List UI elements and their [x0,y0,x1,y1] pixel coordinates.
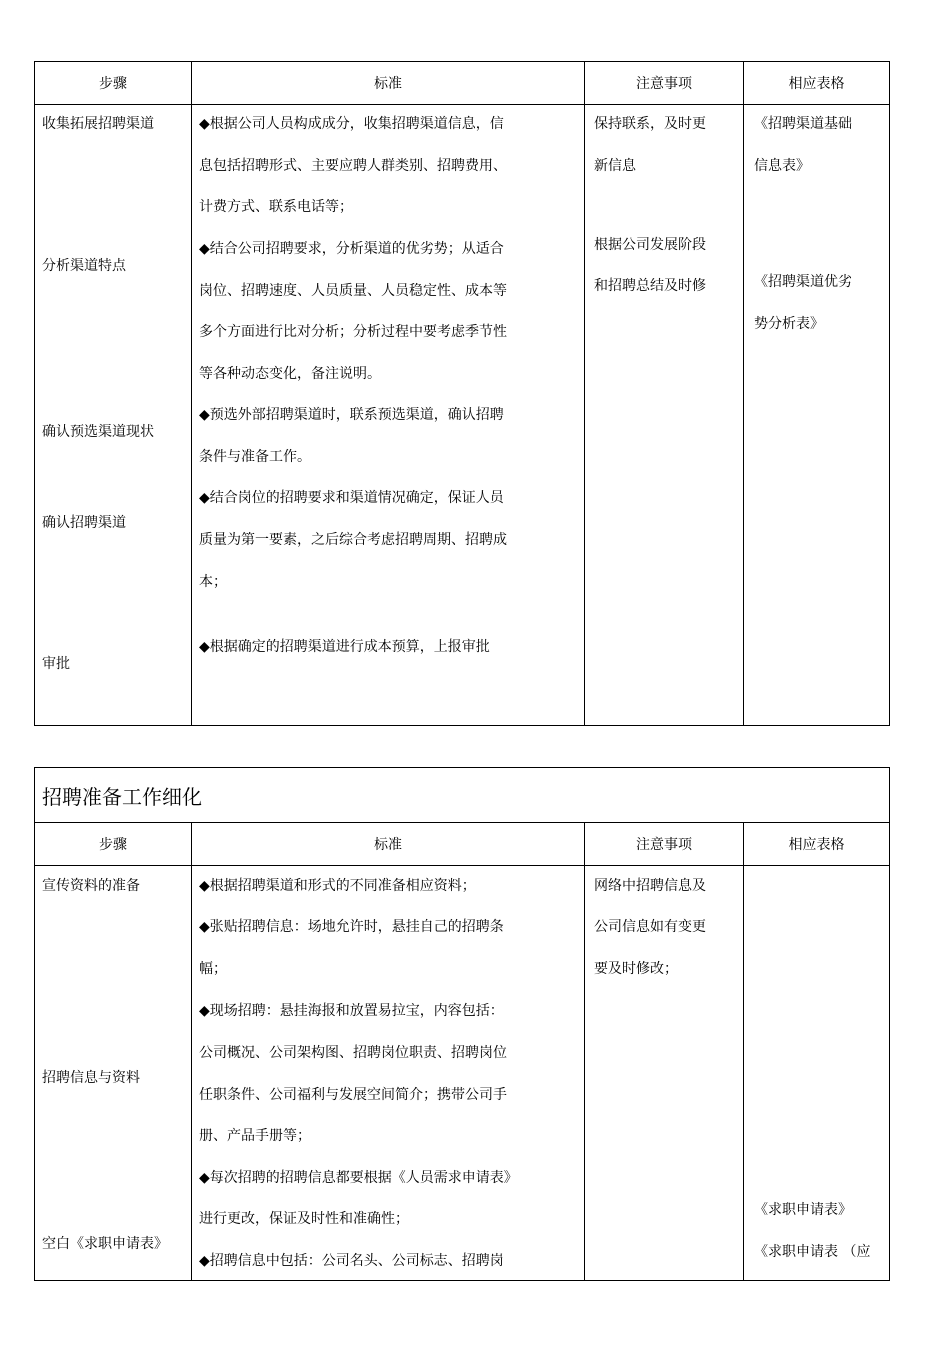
step-item: 收集拓展招聘渠道 [42,116,154,132]
note-line: 保持联系，及时更 [594,116,706,132]
criteria-cell [192,105,585,726]
note-line: 网络中招聘信息及 [594,878,706,894]
header-forms: 相应表格 [744,62,890,105]
criteria-line: 幅； [199,961,227,977]
notes-cell [585,105,744,726]
criteria-line: 计费方式、联系电话等； [199,199,353,215]
criteria-line: 本； [199,574,227,590]
form-line: 势分析表》 [754,316,824,332]
header-notes: 注意事项 [585,62,744,105]
step-item: 确认招聘渠道 [42,515,126,531]
step-item: 审批 [42,656,70,672]
criteria-line: 条件与准备工作。 [199,449,311,465]
criteria-line: 质量为第一要素，之后综合考虑招聘周期、招聘成 [199,532,507,548]
note-line: 和招聘总结及时修 [594,278,706,294]
form-line: 《求职申请表》 [754,1202,852,1218]
steps-cell [35,866,192,1281]
note-line: 要及时修改； [594,961,678,977]
criteria-line: 岗位、招聘速度、人员质量、人员稳定性、成本等 [199,283,507,299]
header-notes: 注意事项 [585,823,744,866]
notes-cell [585,866,744,1281]
criteria-cell [192,866,585,1281]
step-item: 招聘信息与资料 [42,1070,140,1086]
table-title-row [35,768,890,823]
criteria-line: ◆张贴招聘信息：场地允许时，悬挂自己的招聘条 [199,919,504,935]
header-standard: 标准 [192,62,585,105]
process-table-1 [34,61,890,726]
criteria-line: ◆招聘信息中包括：公司名头、公司标志、招聘岗 [199,1253,504,1269]
table-header-row [35,62,890,105]
form-line: 信息表》 [754,158,810,174]
criteria-line: ◆根据公司人员构成成分，收集招聘渠道信息，信 [199,116,504,132]
form-line: 《招聘渠道优劣 [754,274,852,290]
table-body-row [35,105,890,726]
criteria-line: ◆结合岗位的招聘要求和渠道情况确定，保证人员 [199,490,504,506]
header-standard: 标准 [192,823,585,866]
criteria-line: 册、产品手册等； [199,1128,311,1144]
forms-cell [744,866,890,1281]
table-header-row [35,823,890,866]
criteria-line: 任职条件、公司福利与发展空间简介；携带公司手 [199,1087,507,1103]
criteria-line: 进行更改，保证及时性和准确性； [199,1211,409,1227]
criteria-line: 等各种动态变化，备注说明。 [199,366,381,382]
section-title: 招聘准备工作细化 [35,768,890,823]
criteria-line: ◆现场招聘：悬挂海报和放置易拉宝，内容包括： [199,1003,504,1019]
criteria-line: 公司概况、公司架构图、招聘岗位职责、招聘岗位 [199,1045,507,1061]
header-step: 步骤 [35,62,192,105]
criteria-line: ◆根据招聘渠道和形式的不同准备相应资料； [199,878,476,894]
criteria-line: ◆每次招聘的招聘信息都要根据《人员需求申请表》 [199,1170,518,1186]
step-item: 分析渠道特点 [42,258,126,274]
criteria-line: ◆结合公司招聘要求，分析渠道的优劣势；从适合 [199,241,504,257]
steps-cell [35,105,192,726]
header-step: 步骤 [35,823,192,866]
header-forms: 相应表格 [744,823,890,866]
form-line: 《求职申请表 （应 [754,1244,871,1260]
table-body-row [35,866,890,1281]
forms-cell [744,105,890,726]
criteria-line: ◆预选外部招聘渠道时，联系预选渠道，确认招聘 [199,407,504,423]
form-line: 《招聘渠道基础 [754,116,852,132]
step-item: 确认预选渠道现状 [42,424,154,440]
process-table-2 [34,767,890,1281]
note-line: 新信息 [594,158,636,174]
note-line: 公司信息如有变更 [594,919,706,935]
criteria-line: 多个方面进行比对分析；分析过程中要考虑季节性 [199,324,507,340]
criteria-line: ◆根据确定的招聘渠道进行成本预算，上报审批 [199,639,490,655]
note-line: 根据公司发展阶段 [594,237,706,253]
step-item: 空白《求职申请表》 [42,1236,168,1252]
criteria-line: 息包括招聘形式、主要应聘人群类别、招聘费用、 [199,158,507,174]
step-item: 宣传资料的准备 [42,878,140,894]
